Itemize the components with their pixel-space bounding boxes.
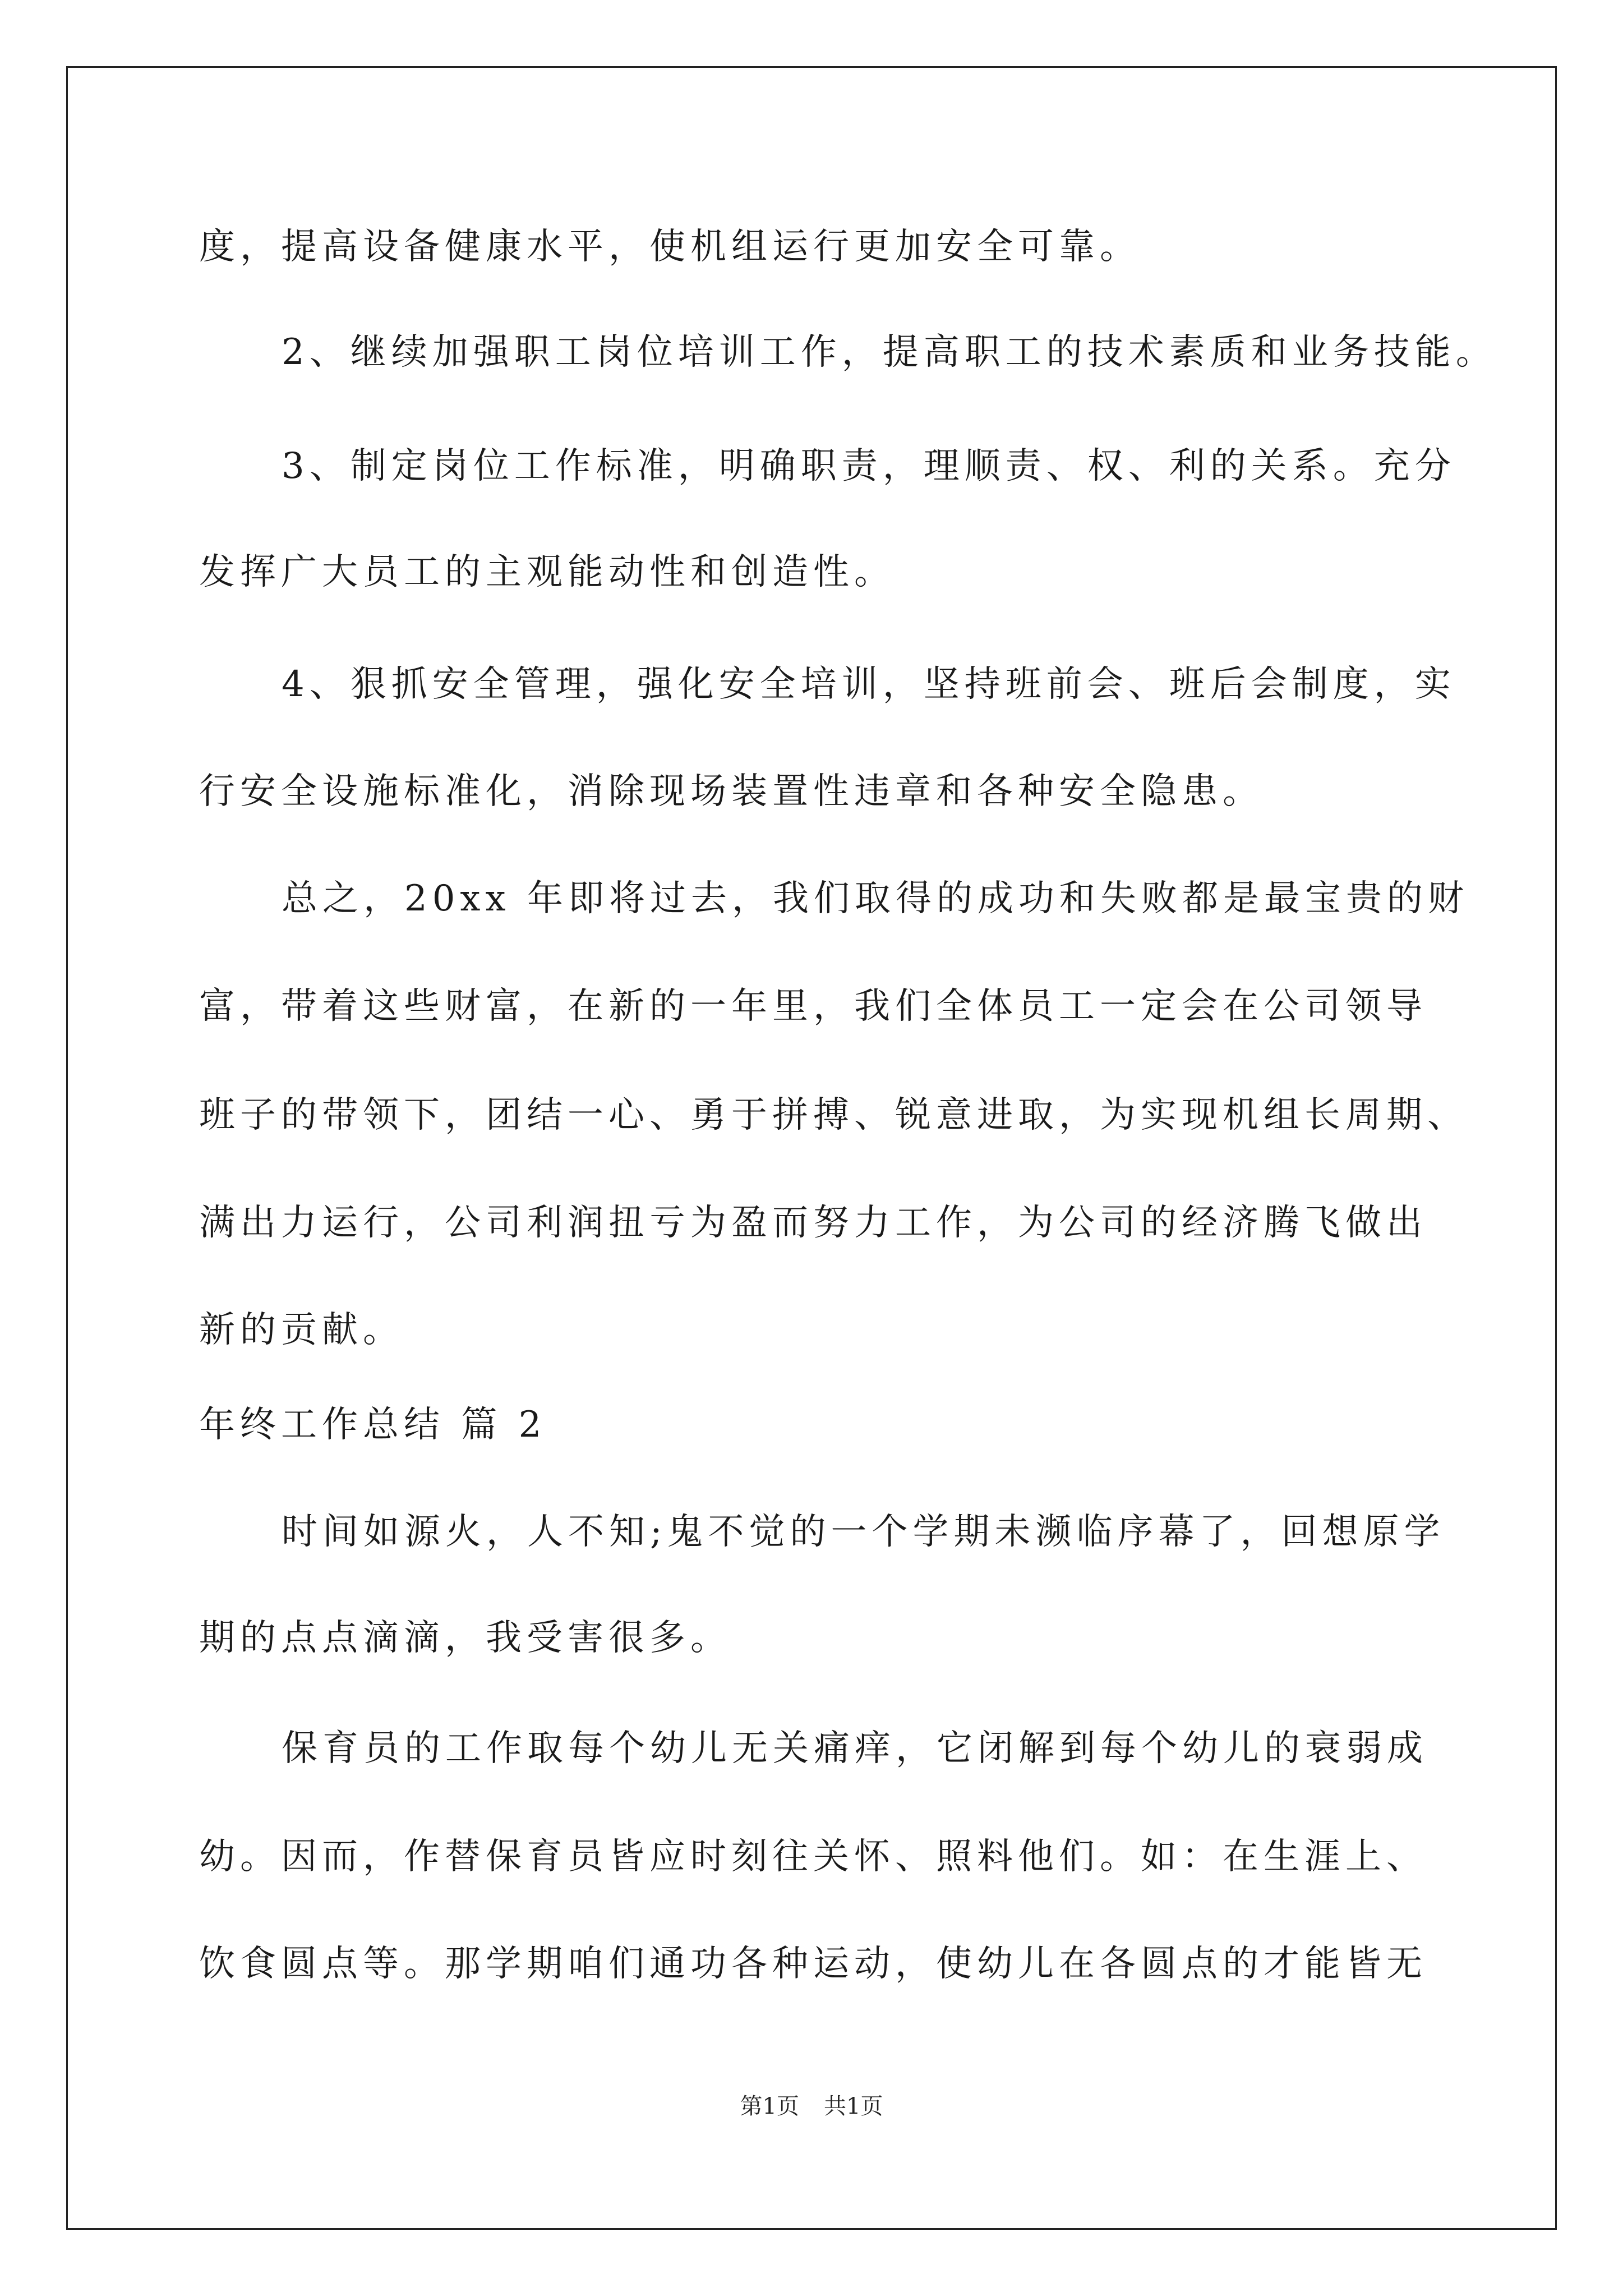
text-line: 发挥广大员工的主观能动性和创造性。: [199, 551, 895, 593]
text-line: 富，带着这些财富，在新的一年里，我们全体员工一定会在公司领导: [199, 986, 1427, 1027]
text-line: 行安全设施标准化，消除现场装置性违章和各种安全隐患。: [199, 771, 1264, 812]
page-border: [66, 66, 1557, 2230]
page-number: 第1页: [740, 2093, 799, 2119]
page-total: 共1页: [824, 2093, 883, 2119]
text-line: 饮食圆点等。那学期咱们通功各种运动，使幼儿在各圆点的才能皆无: [199, 1943, 1427, 1985]
text-line: 期的点点滴滴，我受害很多。: [199, 1617, 731, 1659]
text-line: 2、继续加强职工岗位培训工作，提高职工的技术素质和业务技能。: [282, 332, 1497, 373]
text-line: 4、狠抓安全管理，强化安全培训，坚持班前会、班后会制度，实: [282, 664, 1456, 705]
text-line: 班子的带领下，团结一心、勇于拼搏、锐意进取，为实现机组长周期、: [199, 1094, 1468, 1136]
text-line: 度，提高设备健康水平，使机组运行更加安全可靠。: [199, 226, 1141, 268]
page-footer: [0, 2090, 1623, 2123]
section-heading: 年终工作总结 篇 2: [199, 1404, 547, 1446]
text-line: 幼。因而，作替保育员皆应时刻往关怀、照料他们。如：在生涯上、: [199, 1836, 1427, 1878]
text-line: 时间如源火，人不知;鬼不觉的一个学期未濒临序幕了，回想原学: [282, 1511, 1445, 1553]
text-line: 保育员的工作取每个幼儿无关痛痒，它闭解到每个幼儿的衰弱成: [282, 1728, 1428, 1769]
text-line: 新的贡献。: [199, 1309, 404, 1351]
text-line: 满出力运行，公司利润扭亏为盈而努力工作，为公司的经济腾飞做出: [199, 1202, 1427, 1244]
text-line: 总之，20xx 年即将过去，我们取得的成功和失败都是最宝贵的财: [282, 878, 1469, 919]
text-line: 3、制定岗位工作标准，明确职责，理顺责、权、利的关系。充分: [282, 445, 1456, 487]
